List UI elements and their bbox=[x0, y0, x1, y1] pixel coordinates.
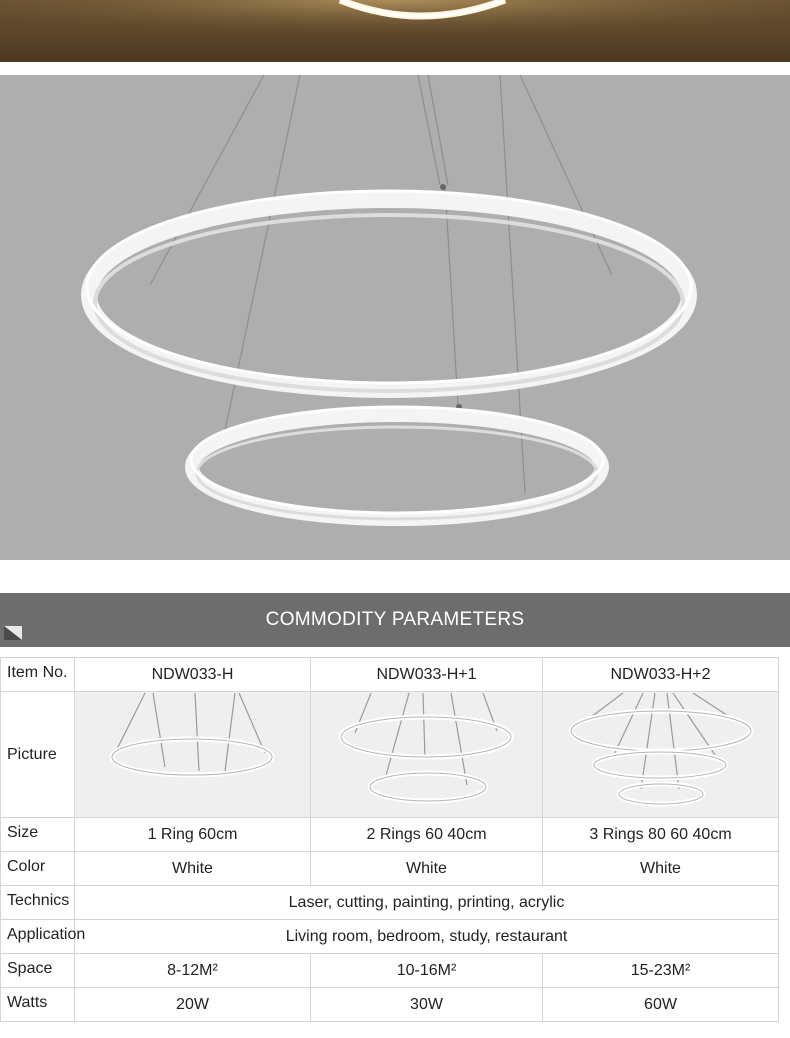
technics-value: Laser, cutting, painting, printing, acrylic bbox=[75, 886, 779, 920]
size-3: 3 Rings 80 60 40cm bbox=[543, 818, 779, 852]
color-2: White bbox=[311, 852, 543, 886]
table-row-watts bbox=[1, 988, 779, 1022]
watts-2: 30W bbox=[311, 988, 543, 1022]
item-no-1: NDW033-H bbox=[75, 658, 311, 692]
section-title: COMMODITY PARAMETERS bbox=[265, 609, 525, 630]
table-row-size bbox=[1, 818, 779, 852]
item-no-2: NDW033-H+1 bbox=[311, 658, 543, 692]
picture-1 bbox=[75, 692, 311, 818]
row-label-watts: Watts bbox=[1, 988, 75, 1022]
top-banner-image bbox=[0, 0, 790, 62]
product-photo bbox=[0, 75, 790, 560]
glowing-ring-image bbox=[0, 0, 790, 62]
row-label-size: Size bbox=[1, 818, 75, 852]
table-row-space bbox=[1, 954, 779, 988]
row-label-space: Space bbox=[1, 954, 75, 988]
color-1: White bbox=[75, 852, 311, 886]
row-label-application: Application bbox=[1, 920, 75, 954]
size-1: 1 Ring 60cm bbox=[75, 818, 311, 852]
two-ring-chandelier-image bbox=[0, 75, 790, 560]
row-label-picture: Picture bbox=[1, 692, 75, 818]
row-label-color: Color bbox=[1, 852, 75, 886]
row-label-technics: Technics bbox=[1, 886, 75, 920]
row-label-item: Item No. bbox=[1, 658, 75, 692]
two-ring-lamp-image bbox=[311, 693, 543, 817]
item-no-3: NDW033-H+2 bbox=[543, 658, 779, 692]
section-header bbox=[0, 593, 790, 647]
table-row-picture bbox=[1, 692, 779, 818]
watts-1: 20W bbox=[75, 988, 311, 1022]
table-row-color bbox=[1, 852, 779, 886]
picture-2 bbox=[311, 692, 543, 818]
parameters-table bbox=[0, 657, 779, 1022]
space-3: 15-23M² bbox=[543, 954, 779, 988]
color-3: White bbox=[543, 852, 779, 886]
picture-3 bbox=[543, 692, 779, 818]
space-1: 8-12M² bbox=[75, 954, 311, 988]
watts-3: 60W bbox=[543, 988, 779, 1022]
table-row-item bbox=[1, 658, 779, 692]
one-ring-lamp-image bbox=[75, 693, 311, 817]
space-2: 10-16M² bbox=[311, 954, 543, 988]
size-2: 2 Rings 60 40cm bbox=[311, 818, 543, 852]
three-ring-lamp-image bbox=[543, 693, 779, 817]
table-row-technics bbox=[1, 886, 779, 920]
application-value: Living room, bedroom, study, restaurant bbox=[75, 920, 779, 954]
table-row-application bbox=[1, 920, 779, 954]
